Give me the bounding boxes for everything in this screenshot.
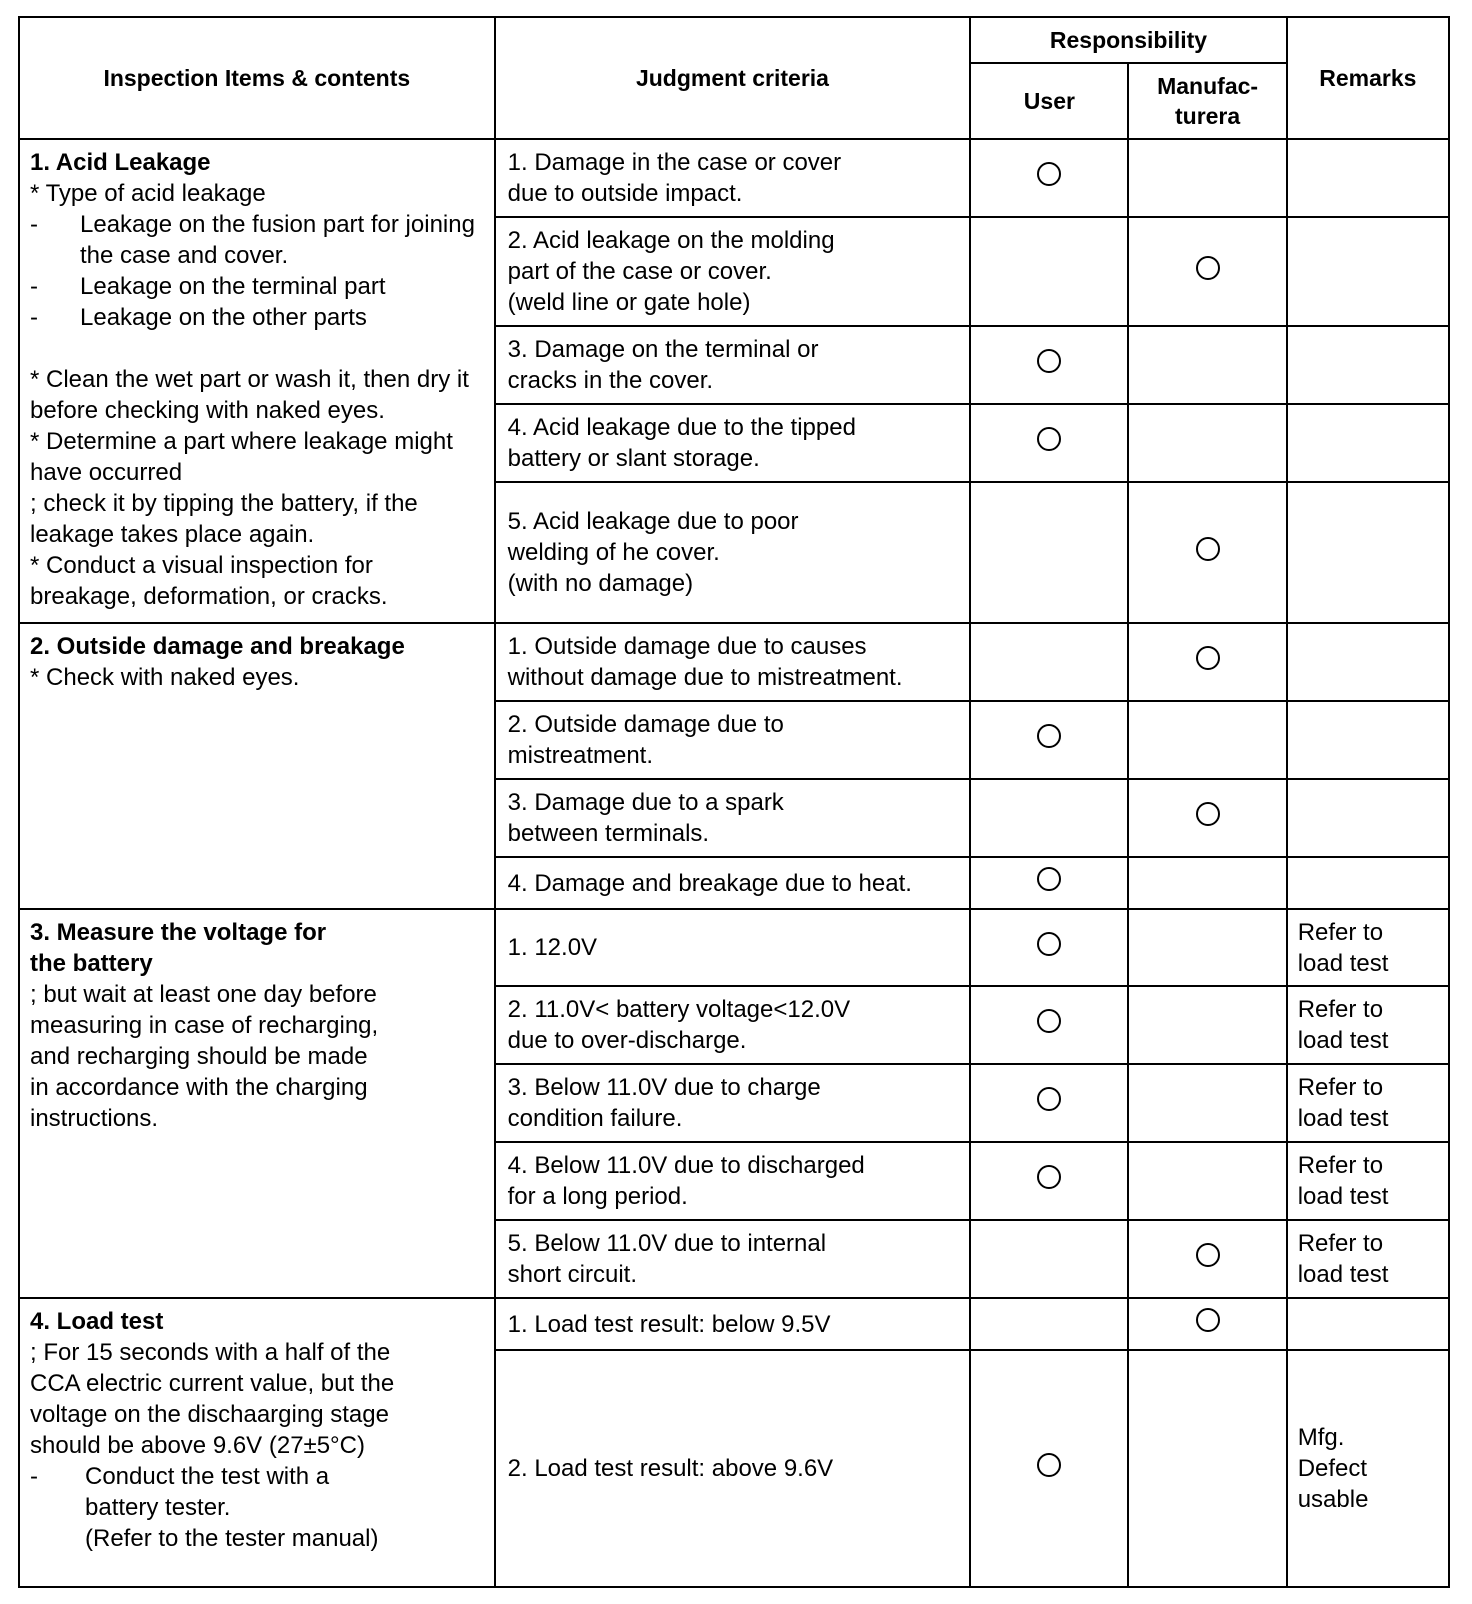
criterion-1-5: 5. Acid leakage due to poor welding of he cover. (with no damage): [495, 482, 971, 623]
section-2-line: * Check with naked eyes.: [30, 664, 300, 691]
section-1-bullet: - Leakage on the fusion part for joining the case and cover.: [30, 211, 475, 269]
circle-mark-icon: [1037, 349, 1061, 373]
criterion-1-4-remark: [1287, 404, 1449, 482]
section-3-line: instructions.: [30, 1105, 159, 1132]
criterion-3-3-remark: Refer to load test: [1287, 1064, 1449, 1142]
section-2-item: [19, 623, 495, 909]
section-4-bullet: - Conduct the test with a: [30, 1463, 330, 1490]
criterion-1-4: 4. Acid leakage due to the tipped battery or slant storage.: [495, 404, 971, 482]
section-3-title-line1: 3. Measure the voltage for: [30, 919, 327, 946]
circle-mark-icon: [1196, 537, 1220, 561]
circle-mark-icon: [1037, 1453, 1061, 1477]
section-1-line: * Type of acid leakage: [30, 180, 266, 207]
criterion-4-1-mfr: [1128, 1298, 1286, 1350]
criterion-2-2-remark: [1287, 701, 1449, 779]
section-4-line: (Refer to the tester manual): [85, 1525, 379, 1552]
section-3-line: ; but wait at least one day before: [30, 981, 377, 1008]
criterion-4-2: 2. Load test result: above 9.6V: [495, 1350, 971, 1587]
criterion-3-1-remark: Refer to load test: [1287, 909, 1449, 986]
section-4-title: 4. Load test: [30, 1308, 164, 1335]
header-manufacturer-line2: turera: [1174, 103, 1241, 129]
circle-mark-icon: [1196, 802, 1220, 826]
section-3-line: and recharging should be made: [30, 1043, 368, 1070]
circle-mark-icon: [1196, 256, 1220, 280]
section-1-bullet: - Leakage on the terminal part: [30, 273, 386, 300]
circle-mark-icon: [1037, 1009, 1061, 1033]
section-1-line: * Clean the wet part or wash it, then dry it before checking with naked eyes.: [30, 366, 469, 424]
circle-mark-icon: [1037, 162, 1061, 186]
circle-mark-icon: [1037, 1165, 1061, 1189]
section-4-line: voltage on the dischaarging stage: [30, 1401, 389, 1428]
section-1-item: [19, 139, 495, 623]
criterion-3-5-mfr: [1128, 1220, 1286, 1298]
section-4-bullet-text: Conduct the test with a: [85, 1463, 330, 1490]
criterion-1-1-mfr: [1128, 139, 1286, 217]
criterion-3-2-mfr: [1128, 986, 1286, 1064]
circle-mark-icon: [1037, 867, 1061, 891]
header-remarks: Remarks: [1287, 17, 1449, 139]
criterion-3-4-user: [970, 1142, 1128, 1220]
criterion-2-3: 3. Damage due to a spark between terminals.: [495, 779, 971, 857]
criterion-2-1-user: [970, 623, 1128, 701]
circle-mark-icon: [1037, 724, 1061, 748]
criterion-3-5-user: [970, 1220, 1128, 1298]
criterion-3-1: 1. 12.0V: [495, 909, 971, 986]
criterion-4-1-remark: [1287, 1298, 1449, 1350]
inspection-table-sheet: [18, 16, 1450, 1588]
circle-mark-icon: [1037, 932, 1061, 956]
circle-mark-icon: [1196, 1308, 1220, 1332]
criterion-1-1-user: [970, 139, 1128, 217]
criterion-4-2-mfr: [1128, 1350, 1286, 1587]
section-4-line: CCA electric current value, but the: [30, 1370, 395, 1397]
criterion-3-3-mfr: [1128, 1064, 1286, 1142]
section-1-bullet-text: Leakage on the fusion part for joining the case and cover.: [80, 211, 475, 269]
criterion-1-5-mfr: [1128, 482, 1286, 623]
circle-mark-icon: [1196, 1243, 1220, 1267]
header-judgment: Judgment criteria: [495, 17, 971, 139]
section-3-title-line2: the battery: [30, 950, 153, 977]
criterion-2-2-mfr: [1128, 701, 1286, 779]
criterion-2-4-remark: [1287, 857, 1449, 909]
header-responsibility: Responsibility: [970, 17, 1286, 63]
criterion-3-2: 2. 11.0V< battery voltage<12.0V due to over-discharge.: [495, 986, 971, 1064]
criterion-1-2-remark: [1287, 217, 1449, 326]
criterion-1-3: 3. Damage on the terminal or cracks in the cover.: [495, 326, 971, 404]
header-user: User: [970, 63, 1128, 139]
criterion-1-4-mfr: [1128, 404, 1286, 482]
section-1-line: * Determine a part where leakage might have occurred: [30, 428, 453, 486]
criterion-3-4-mfr: [1128, 1142, 1286, 1220]
criterion-3-3-user: [970, 1064, 1128, 1142]
header-inspection: Inspection Items & contents: [19, 17, 495, 139]
circle-mark-icon: [1037, 1087, 1061, 1111]
header-manufacturer: [1128, 63, 1286, 139]
criterion-1-2: 2. Acid leakage on the molding part of the case or cover. (weld line or gate hole): [495, 217, 971, 326]
criterion-2-2-user: [970, 701, 1128, 779]
section-2-title: 2. Outside damage and breakage: [30, 633, 405, 660]
criterion-1-5-remark: [1287, 482, 1449, 623]
criterion-2-4: 4. Damage and breakage due to heat.: [495, 857, 971, 909]
criterion-4-2-user: [970, 1350, 1128, 1587]
section-3-line: in accordance with the charging: [30, 1074, 368, 1101]
criterion-2-3-mfr: [1128, 779, 1286, 857]
criterion-3-1-mfr: [1128, 909, 1286, 986]
inspection-table: [18, 16, 1450, 1588]
criterion-3-4-remark: Refer to load test: [1287, 1142, 1449, 1220]
criterion-2-3-user: [970, 779, 1128, 857]
section-1-line: ; check it by tipping the battery, if the leakage takes place again.: [30, 490, 418, 548]
criterion-2-3-remark: [1287, 779, 1449, 857]
section-1-bullet-text: Leakage on the other parts: [80, 304, 367, 331]
header-manufacturer-line1: Manufac-: [1157, 73, 1259, 99]
criterion-3-4: 4. Below 11.0V due to discharged for a long period.: [495, 1142, 971, 1220]
circle-mark-icon: [1196, 646, 1220, 670]
circle-mark-icon: [1037, 427, 1061, 451]
section-4-line: ; For 15 seconds with a half of the: [30, 1339, 391, 1366]
criterion-3-1-user: [970, 909, 1128, 986]
criterion-2-4-user: [970, 857, 1128, 909]
criterion-3-2-user: [970, 986, 1128, 1064]
criterion-4-1-user: [970, 1298, 1128, 1350]
section-1-title: 1. Acid Leakage: [30, 149, 211, 176]
criterion-3-2-remark: Refer to load test: [1287, 986, 1449, 1064]
criterion-4-1: 1. Load test result: below 9.5V: [495, 1298, 971, 1350]
criterion-1-5-user: [970, 482, 1128, 623]
criterion-2-4-mfr: [1128, 857, 1286, 909]
criterion-1-1-remark: [1287, 139, 1449, 217]
section-4-line: battery tester.: [85, 1494, 231, 1521]
section-3-item: [19, 909, 495, 1298]
criterion-1-4-user: [970, 404, 1128, 482]
criterion-3-5-remark: Refer to load test: [1287, 1220, 1449, 1298]
section-1-bullet: - Leakage on the other parts: [30, 304, 367, 331]
criterion-3-3: 3. Below 11.0V due to charge condition failure.: [495, 1064, 971, 1142]
criterion-4-2-remark: Mfg. Defect usable: [1287, 1350, 1449, 1587]
section-3-line: measuring in case of recharging,: [30, 1012, 379, 1039]
criterion-1-3-user: [970, 326, 1128, 404]
criterion-3-5: 5. Below 11.0V due to internal short circuit.: [495, 1220, 971, 1298]
criterion-2-1-mfr: [1128, 623, 1286, 701]
criterion-2-1-remark: [1287, 623, 1449, 701]
criterion-1-3-remark: [1287, 326, 1449, 404]
criterion-2-1: 1. Outside damage due to causes without damage due to mistreatment.: [495, 623, 971, 701]
criterion-1-2-mfr: [1128, 217, 1286, 326]
criterion-1-2-user: [970, 217, 1128, 326]
criterion-1-3-mfr: [1128, 326, 1286, 404]
section-1-line: * Conduct a visual inspection for breakage, deformation, or cracks.: [30, 552, 388, 610]
criterion-1-1: 1. Damage in the case or cover due to outside impact.: [495, 139, 971, 217]
section-4-line: should be above 9.6V (27±5°C): [30, 1432, 365, 1459]
section-4-item: [19, 1298, 495, 1587]
criterion-2-2: 2. Outside damage due to mistreatment.: [495, 701, 971, 779]
section-1-bullet-text: Leakage on the terminal part: [80, 273, 386, 300]
